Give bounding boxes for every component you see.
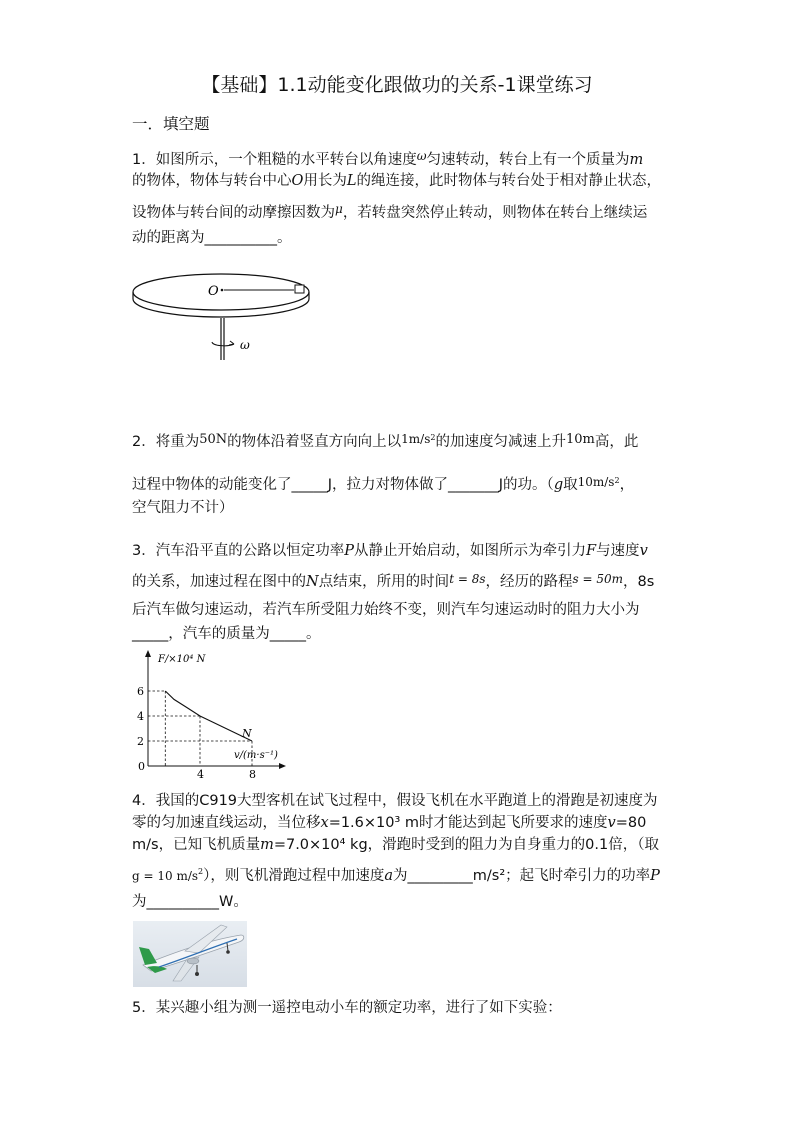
q3-line1: 3．汽车沿平直的公路以恒定功率P从静止开始启动，如图所示为牵引力F与速度v: [132, 543, 648, 559]
q1-line3: 设物体与转台间的动摩擦因数为$^\mu$，若转盘突然停止转动，则物体在转台上继续运: [132, 202, 648, 221]
q4-line2: 零的匀加速直线运动，当位移x=1.6×10³ m时才能达到起飞所要求的速度v=80: [132, 815, 647, 831]
point-label-N: N: [242, 727, 252, 740]
airplane-photo: [133, 921, 247, 987]
q4-line1: 4．我国的C919大型客机在试飞过程中，假设飞机在水平跑道上的滑跑是初速度为: [132, 793, 658, 809]
q4-line3: m/s，已知飞机质量m=7.0×10⁴ kg，滑跑时受到的阻力为自身重力的0.1倍，（取: [132, 837, 659, 853]
x-axis-arrow: [279, 763, 286, 769]
q4-line5: 为__________W。: [132, 894, 248, 910]
q3-line3: 后汽车做匀速运动，若汽车所受阻力始终不变，则汽车匀速运动时的阻力大小为: [132, 602, 640, 618]
y-axis-arrow: [145, 650, 151, 657]
turntable-figure: [130, 262, 320, 362]
x-axis-label: v/(m·s⁻¹): [234, 750, 278, 761]
q1-line1: 1．如图所示，一个粗糙的水平转台以角速度$^\omega$匀速转动，转台上有一个质量为m: [132, 149, 644, 168]
q2-line2: 过程中物体的动能变化了_____J，拉力对物体做了_______J的功。（g取$^{10m/s2}$，: [132, 474, 635, 493]
force-velocity-chart: [130, 648, 290, 778]
q5-line1: 5．某兴趣小组为测一遥控电动小车的额定功率，进行了如下实验：: [132, 1000, 562, 1016]
fig-label-omega: ω: [240, 338, 250, 352]
y-tick-label: 2: [137, 735, 144, 748]
q4-line4: g = 10 $m/s^2$），则飞机滑跑过程中加速度a为_________m/s²；起飞时牵引力的功率P: [132, 867, 660, 884]
y-tick-label: 4: [137, 710, 144, 723]
origin-label: 0: [138, 760, 145, 773]
y-axis-label: F/×10⁴ N: [158, 654, 206, 665]
page-title: 【基础】1.1动能变化跟做功的关系-1课堂练习: [201, 74, 593, 96]
q1-line2: 的物体，物体与转台中心O用长为L的绳连接，此时物体与转台处于相对静止状态，: [132, 173, 662, 189]
q2-line3: 空气阻力不计）: [132, 500, 234, 516]
x-tick-label: 4: [197, 768, 204, 778]
q1-line4: 动的距离为__________。: [132, 230, 292, 246]
q2-line1: 2．将重为50N的物体沿着竖直方向向上以$^{1m/s2}$的加速度匀减速上升10m高，此: [132, 431, 639, 450]
x-tick-label: 8: [249, 768, 256, 778]
q3-line4: _____，汽车的质量为_____。: [132, 626, 321, 642]
series-curve: [165, 691, 252, 741]
fig-label-O: O: [208, 284, 219, 299]
section-heading: 一．填空题: [132, 115, 210, 133]
y-tick-label: 6: [137, 685, 144, 698]
q3-line2: 的关系，加速过程在图中的N点结束，所用的时间$^{t = 8s}$，经历的路程$^{s = 50m}$，8s: [132, 572, 655, 590]
